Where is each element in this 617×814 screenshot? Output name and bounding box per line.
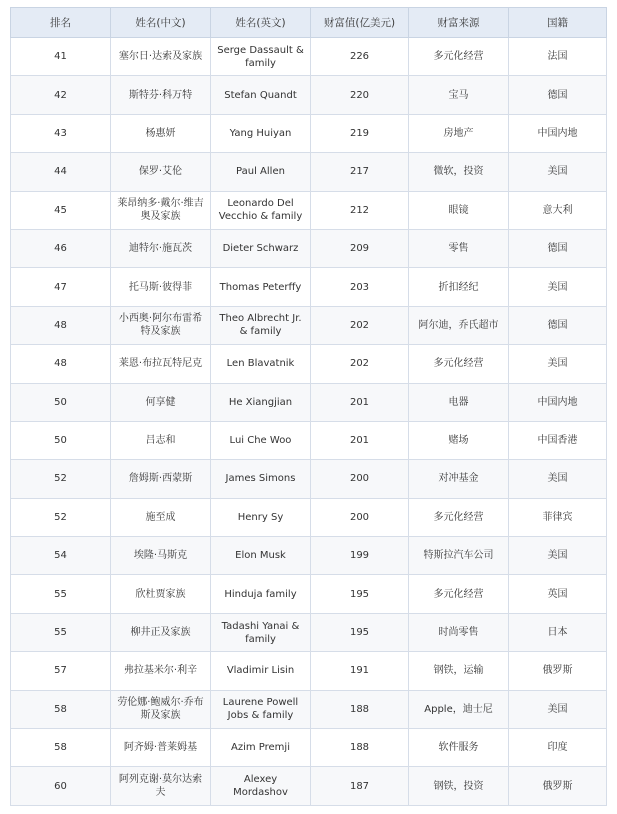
cell-nationality: 美国 (509, 268, 607, 306)
cell-name-chinese: 迪特尔·施瓦茨 (111, 229, 211, 267)
cell-wealth-source: 微软，投资 (409, 153, 509, 191)
cell-rank: 48 (11, 306, 111, 344)
cell-name-chinese: 弗拉基米尔·利辛 (111, 652, 211, 690)
cell-name-english: Hinduja family (211, 575, 311, 613)
cell-rank: 57 (11, 652, 111, 690)
table-row (11, 345, 607, 383)
cell-net-worth: 195 (311, 613, 409, 651)
cell-nationality: 英国 (509, 575, 607, 613)
header-nationality: 国籍 (509, 8, 607, 38)
cell-name-english: He Xiangjian (211, 383, 311, 421)
cell-rank: 55 (11, 613, 111, 651)
cell-name-chinese: 斯特芬·科万特 (111, 76, 211, 114)
cell-name-english: Leonardo Del Vecchio & family (211, 191, 311, 229)
table-row (11, 229, 607, 267)
cell-wealth-source: Apple，迪士尼 (409, 690, 509, 728)
cell-wealth-source: 折扣经纪 (409, 268, 509, 306)
cell-name-english: Theo Albrecht Jr. & family (211, 306, 311, 344)
cell-name-chinese: 柳井正及家族 (111, 613, 211, 651)
cell-nationality: 印度 (509, 729, 607, 767)
table-row (11, 38, 607, 76)
cell-net-worth: 201 (311, 383, 409, 421)
cell-nationality: 美国 (509, 537, 607, 575)
cell-nationality: 德国 (509, 229, 607, 267)
table-row (11, 460, 607, 498)
cell-name-english: Yang Huiyan (211, 114, 311, 152)
cell-rank: 41 (11, 38, 111, 76)
cell-name-english: Vladimir Lisin (211, 652, 311, 690)
cell-nationality: 法国 (509, 38, 607, 76)
cell-name-english: Laurene Powell Jobs & family (211, 690, 311, 728)
cell-name-chinese: 托马斯·彼得菲 (111, 268, 211, 306)
table-row (11, 191, 607, 229)
cell-net-worth: 202 (311, 345, 409, 383)
cell-rank: 54 (11, 537, 111, 575)
cell-net-worth: 199 (311, 537, 409, 575)
cell-wealth-source: 特斯拉汽车公司 (409, 537, 509, 575)
table-row (11, 575, 607, 613)
cell-nationality: 美国 (509, 153, 607, 191)
cell-rank: 58 (11, 729, 111, 767)
cell-net-worth: 217 (311, 153, 409, 191)
cell-wealth-source: 零售 (409, 229, 509, 267)
cell-name-english: Lui Che Woo (211, 421, 311, 459)
cell-nationality: 美国 (509, 460, 607, 498)
cell-wealth-source: 软件服务 (409, 729, 509, 767)
cell-wealth-source: 赌场 (409, 421, 509, 459)
cell-wealth-source: 多元化经营 (409, 498, 509, 536)
header-name-english: 姓名(英文) (211, 8, 311, 38)
cell-net-worth: 219 (311, 114, 409, 152)
cell-name-english: Azim Premji (211, 729, 311, 767)
cell-wealth-source: 多元化经营 (409, 575, 509, 613)
ranking-table-container (10, 7, 606, 806)
cell-name-chinese: 小西奥·阿尔布雷希特及家族 (111, 306, 211, 344)
cell-rank: 43 (11, 114, 111, 152)
table-row (11, 729, 607, 767)
cell-name-english: Dieter Schwarz (211, 229, 311, 267)
rich-list-table (10, 7, 607, 806)
cell-name-english: Len Blavatnik (211, 345, 311, 383)
cell-nationality: 俄罗斯 (509, 652, 607, 690)
cell-name-chinese: 保罗·艾伦 (111, 153, 211, 191)
cell-wealth-source: 多元化经营 (409, 345, 509, 383)
cell-nationality: 中国香港 (509, 421, 607, 459)
cell-name-english: James Simons (211, 460, 311, 498)
cell-rank: 44 (11, 153, 111, 191)
cell-rank: 50 (11, 421, 111, 459)
cell-name-english: Elon Musk (211, 537, 311, 575)
table-row (11, 76, 607, 114)
cell-name-chinese: 阿齐姆·普莱姆基 (111, 729, 211, 767)
cell-name-chinese: 阿列克谢·莫尔达索夫 (111, 767, 211, 805)
cell-nationality: 美国 (509, 345, 607, 383)
table-row (11, 268, 607, 306)
cell-rank: 46 (11, 229, 111, 267)
table-row (11, 421, 607, 459)
cell-rank: 48 (11, 345, 111, 383)
cell-name-english: Alexey Mordashov (211, 767, 311, 805)
cell-nationality: 美国 (509, 690, 607, 728)
cell-nationality: 德国 (509, 306, 607, 344)
cell-rank: 58 (11, 690, 111, 728)
cell-nationality: 德国 (509, 76, 607, 114)
cell-rank: 52 (11, 460, 111, 498)
cell-nationality: 中国内地 (509, 114, 607, 152)
table-row (11, 537, 607, 575)
table-row (11, 613, 607, 651)
cell-net-worth: 201 (311, 421, 409, 459)
cell-name-chinese: 欣杜贾家族 (111, 575, 211, 613)
cell-rank: 42 (11, 76, 111, 114)
cell-net-worth: 203 (311, 268, 409, 306)
cell-wealth-source: 钢铁，投资 (409, 767, 509, 805)
cell-name-chinese: 劳伦娜·鲍威尔·乔布斯及家族 (111, 690, 211, 728)
cell-wealth-source: 多元化经营 (409, 38, 509, 76)
header-wealth-source: 财富来源 (409, 8, 509, 38)
header-name-chinese: 姓名(中文) (111, 8, 211, 38)
cell-wealth-source: 钢铁，运输 (409, 652, 509, 690)
cell-rank: 52 (11, 498, 111, 536)
cell-name-english: Thomas Peterffy (211, 268, 311, 306)
cell-name-english: Tadashi Yanai & family (211, 613, 311, 651)
cell-name-english: Paul Allen (211, 153, 311, 191)
cell-net-worth: 195 (311, 575, 409, 613)
cell-name-chinese: 詹姆斯·西蒙斯 (111, 460, 211, 498)
cell-rank: 55 (11, 575, 111, 613)
cell-nationality: 菲律宾 (509, 498, 607, 536)
cell-net-worth: 188 (311, 690, 409, 728)
cell-wealth-source: 时尚零售 (409, 613, 509, 651)
cell-rank: 50 (11, 383, 111, 421)
cell-net-worth: 200 (311, 460, 409, 498)
cell-nationality: 日本 (509, 613, 607, 651)
table-row (11, 690, 607, 728)
cell-wealth-source: 眼镜 (409, 191, 509, 229)
cell-name-english: Henry Sy (211, 498, 311, 536)
table-header-row (11, 8, 607, 38)
cell-name-chinese: 施至成 (111, 498, 211, 536)
cell-net-worth: 187 (311, 767, 409, 805)
cell-name-chinese: 塞尔日·达索及家族 (111, 38, 211, 76)
cell-wealth-source: 房地产 (409, 114, 509, 152)
header-rank: 排名 (11, 8, 111, 38)
cell-rank: 47 (11, 268, 111, 306)
table-row (11, 767, 607, 805)
cell-name-chinese: 何享健 (111, 383, 211, 421)
cell-nationality: 中国内地 (509, 383, 607, 421)
table-row (11, 498, 607, 536)
cell-name-chinese: 莱恩·布拉瓦特尼克 (111, 345, 211, 383)
cell-name-english: Stefan Quandt (211, 76, 311, 114)
cell-nationality: 意大利 (509, 191, 607, 229)
cell-nationality: 俄罗斯 (509, 767, 607, 805)
table-row (11, 153, 607, 191)
table-row (11, 114, 607, 152)
table-row (11, 652, 607, 690)
cell-net-worth: 226 (311, 38, 409, 76)
cell-name-chinese: 吕志和 (111, 421, 211, 459)
table-row (11, 383, 607, 421)
cell-rank: 60 (11, 767, 111, 805)
cell-wealth-source: 电器 (409, 383, 509, 421)
cell-name-chinese: 埃隆·马斯克 (111, 537, 211, 575)
cell-rank: 45 (11, 191, 111, 229)
cell-name-chinese: 杨惠妍 (111, 114, 211, 152)
header-net-worth: 财富值(亿美元) (311, 8, 409, 38)
cell-name-chinese: 莱昂纳多·戴尔·维吉奥及家族 (111, 191, 211, 229)
cell-net-worth: 220 (311, 76, 409, 114)
cell-net-worth: 202 (311, 306, 409, 344)
cell-net-worth: 200 (311, 498, 409, 536)
cell-name-english: Serge Dassault & family (211, 38, 311, 76)
cell-wealth-source: 宝马 (409, 76, 509, 114)
cell-wealth-source: 阿尔迪，乔氏超市 (409, 306, 509, 344)
cell-net-worth: 209 (311, 229, 409, 267)
cell-net-worth: 188 (311, 729, 409, 767)
cell-wealth-source: 对冲基金 (409, 460, 509, 498)
cell-net-worth: 191 (311, 652, 409, 690)
table-row (11, 306, 607, 344)
cell-net-worth: 212 (311, 191, 409, 229)
